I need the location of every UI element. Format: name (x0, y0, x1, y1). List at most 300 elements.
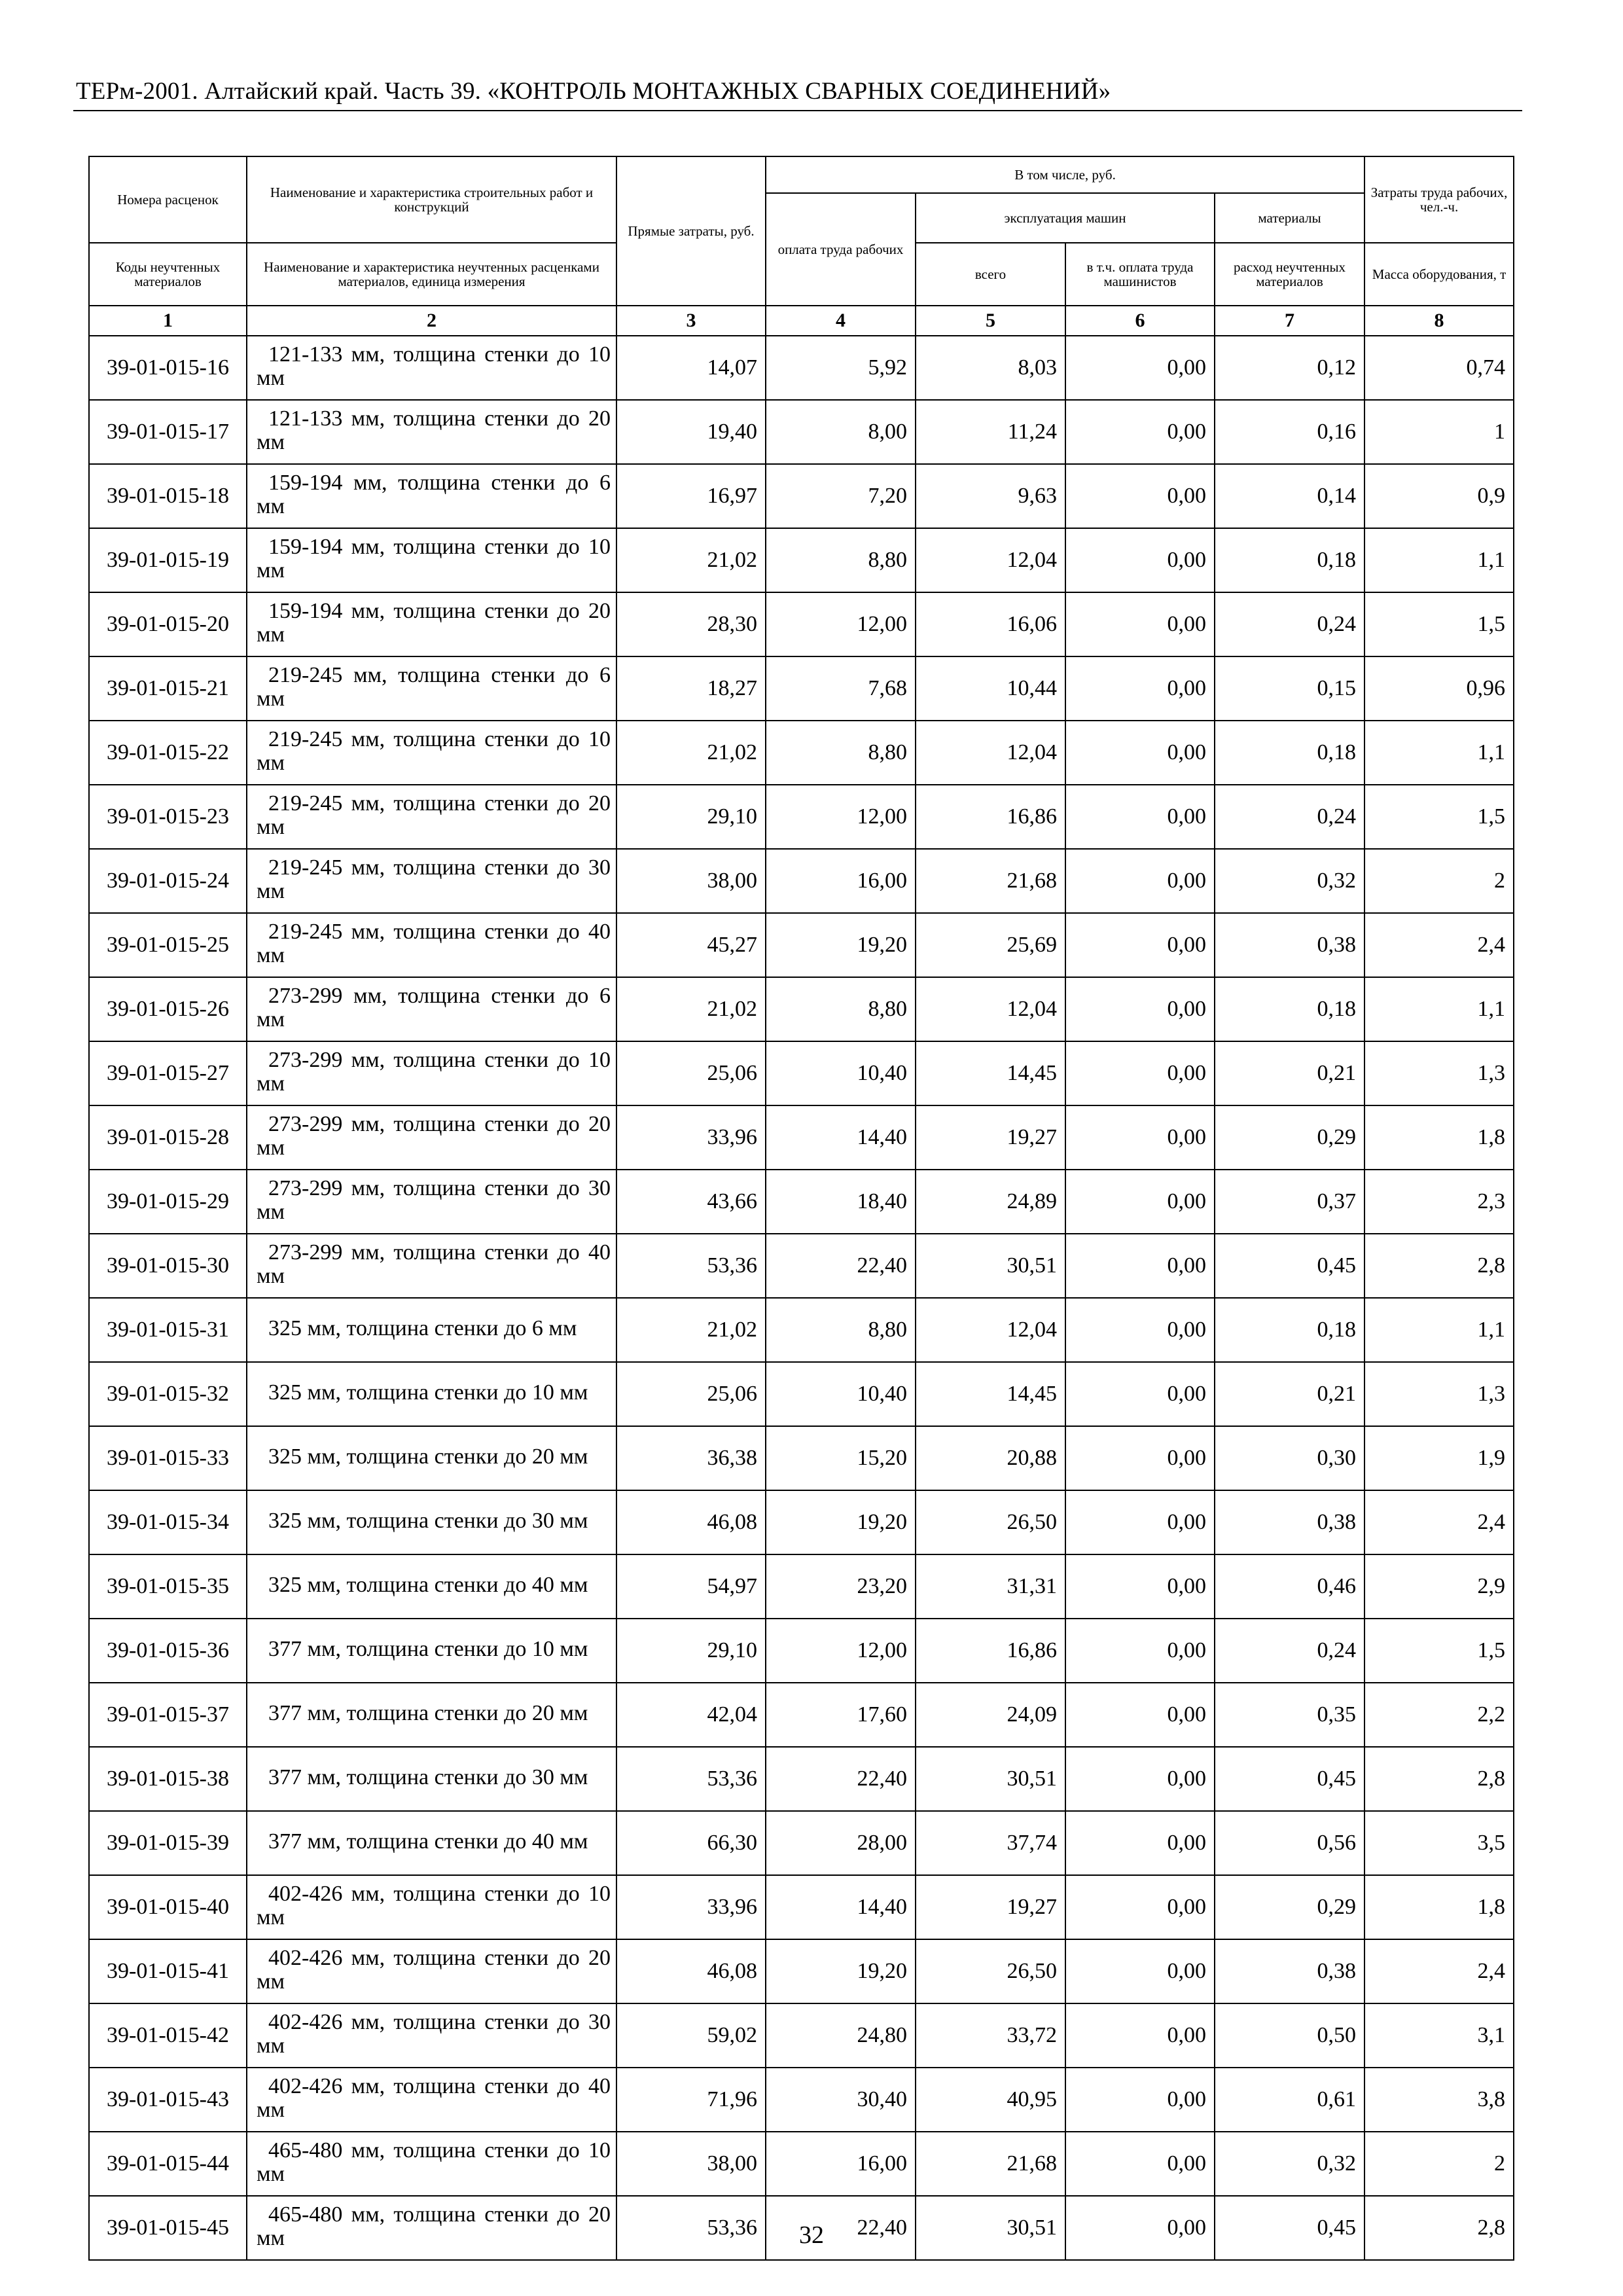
worker-pay-cell: 16,00 (766, 849, 916, 913)
machine-total-cell: 20,88 (916, 1426, 1065, 1490)
work-name-text: 273-299 мм, толщина стенки до 10 мм (257, 1048, 611, 1096)
rate-code-cell: 39-01-015-35 (89, 1554, 247, 1619)
labor-costs-cell: 0,96 (1364, 656, 1514, 721)
rate-code-cell: 39-01-015-42 (89, 2003, 247, 2068)
work-name-text: 159-194 мм, толщина стенки до 6 мм (257, 471, 611, 518)
materials-cell: 0,24 (1215, 592, 1364, 656)
table-row (89, 1041, 1514, 1105)
work-name-text: 121-133 мм, толщина стенки до 20 мм (257, 406, 611, 454)
machinist-pay-cell: 0,00 (1065, 785, 1215, 849)
labor-costs-cell: 1,5 (1364, 785, 1514, 849)
direct-costs-cell: 14,07 (616, 336, 766, 400)
rate-code-cell: 39-01-015-30 (89, 1234, 247, 1298)
table-header (89, 156, 1514, 336)
direct-costs-cell: 25,06 (616, 1041, 766, 1105)
table-row (89, 1554, 1514, 1619)
direct-costs-cell: 25,06 (616, 1362, 766, 1426)
worker-pay-cell: 17,60 (766, 1683, 916, 1747)
header-direct-costs: Прямые затраты, руб. (616, 156, 766, 306)
header-machine-operation: эксплуатация машин (916, 193, 1215, 243)
direct-costs-cell: 29,10 (616, 1619, 766, 1683)
direct-costs-cell: 38,00 (616, 849, 766, 913)
work-name-text: 121-133 мм, толщина стенки до 10 мм (257, 342, 611, 390)
header-unaccounted-materials: расход неучтенных материалов (1215, 243, 1364, 306)
work-name-text: 465-480 мм, толщина стенки до 10 мм (257, 2138, 611, 2186)
work-name-text: 219-245 мм, толщина стенки до 40 мм (257, 920, 611, 967)
machinist-pay-cell: 0,00 (1065, 1298, 1215, 1362)
rate-code-cell: 39-01-015-18 (89, 464, 247, 528)
machinist-pay-cell: 0,00 (1065, 656, 1215, 721)
machine-total-cell: 25,69 (916, 913, 1065, 977)
table-row (89, 2003, 1514, 2068)
table-row (89, 1490, 1514, 1554)
machine-total-cell: 16,86 (916, 785, 1065, 849)
work-name-cell (247, 1619, 616, 1683)
header-machinist-pay: в т.ч. оплата труда машинистов (1065, 243, 1215, 306)
labor-costs-cell: 1,8 (1364, 1105, 1514, 1170)
materials-cell: 0,18 (1215, 528, 1364, 592)
rate-code-cell: 39-01-015-28 (89, 1105, 247, 1170)
table-row (89, 977, 1514, 1041)
rate-code-cell: 39-01-015-37 (89, 1683, 247, 1747)
labor-costs-cell: 1,1 (1364, 721, 1514, 785)
machine-total-cell: 37,74 (916, 1811, 1065, 1875)
work-name-cell (247, 2003, 616, 2068)
work-name-text: 325 мм, толщина стенки до 40 мм (268, 1573, 588, 1597)
machinist-pay-cell: 0,00 (1065, 2003, 1215, 2068)
header-labor-costs: Затраты труда рабочих, чел.-ч. (1364, 156, 1514, 243)
direct-costs-cell: 45,27 (616, 913, 766, 977)
materials-cell: 0,56 (1215, 1811, 1364, 1875)
work-name-cell (247, 913, 616, 977)
machinist-pay-cell: 0,00 (1065, 1619, 1215, 1683)
col-number: 7 (1215, 306, 1364, 336)
table-body (89, 336, 1514, 2260)
work-name-text: 273-299 мм, толщина стенки до 40 мм (257, 1240, 611, 1288)
worker-pay-cell: 28,00 (766, 1811, 916, 1875)
labor-costs-cell: 2,2 (1364, 1683, 1514, 1747)
work-name-text: 325 мм, толщина стенки до 20 мм (268, 1444, 588, 1469)
machine-total-cell: 24,09 (916, 1683, 1065, 1747)
page-header (73, 72, 1522, 111)
labor-costs-cell: 1,1 (1364, 977, 1514, 1041)
work-name-text: 377 мм, толщина стенки до 40 мм (268, 1829, 588, 1854)
col-number: 1 (89, 306, 247, 336)
worker-pay-cell: 30,40 (766, 2068, 916, 2132)
rate-code-cell: 39-01-015-34 (89, 1490, 247, 1554)
rate-code-cell: 39-01-015-16 (89, 336, 247, 400)
header-equipment-mass: Масса оборудования, т (1364, 243, 1514, 306)
machine-total-cell: 30,51 (916, 2196, 1065, 2260)
rate-code-cell: 39-01-015-22 (89, 721, 247, 785)
worker-pay-cell: 10,40 (766, 1362, 916, 1426)
labor-costs-cell: 2,3 (1364, 1170, 1514, 1234)
direct-costs-cell: 21,02 (616, 977, 766, 1041)
materials-cell: 0,29 (1215, 1875, 1364, 1939)
rate-code-cell: 39-01-015-38 (89, 1747, 247, 1811)
table-row (89, 2132, 1514, 2196)
col-number: 8 (1364, 306, 1514, 336)
labor-costs-cell: 2,9 (1364, 1554, 1514, 1619)
worker-pay-cell: 14,40 (766, 1875, 916, 1939)
header-material-names: Наименование и характеристика неучтенных расценками материалов, единица измерения (247, 243, 616, 306)
machine-total-cell: 10,44 (916, 656, 1065, 721)
materials-cell: 0,37 (1215, 1170, 1364, 1234)
materials-cell: 0,24 (1215, 1619, 1364, 1683)
machine-total-cell: 11,24 (916, 400, 1065, 464)
col-number: 3 (616, 306, 766, 336)
materials-cell: 0,38 (1215, 1939, 1364, 2003)
worker-pay-cell: 24,80 (766, 2003, 916, 2068)
rate-code-cell: 39-01-015-21 (89, 656, 247, 721)
machine-total-cell: 24,89 (916, 1170, 1065, 1234)
work-name-cell (247, 400, 616, 464)
labor-costs-cell: 1,8 (1364, 1875, 1514, 1939)
header-total: всего (916, 243, 1065, 306)
worker-pay-cell: 7,20 (766, 464, 916, 528)
work-name-cell (247, 1426, 616, 1490)
work-name-text: 402-426 мм, толщина стенки до 10 мм (257, 1882, 611, 1929)
labor-costs-cell: 2 (1364, 849, 1514, 913)
header-materials: материалы (1215, 193, 1364, 243)
machinist-pay-cell: 0,00 (1065, 849, 1215, 913)
machine-total-cell: 30,51 (916, 1234, 1065, 1298)
table-row (89, 2068, 1514, 2132)
work-name-cell (247, 721, 616, 785)
machinist-pay-cell: 0,00 (1065, 592, 1215, 656)
materials-cell: 0,50 (1215, 2003, 1364, 2068)
work-name-text: 402-426 мм, толщина стенки до 30 мм (257, 2010, 611, 2058)
materials-cell: 0,46 (1215, 1554, 1364, 1619)
labor-costs-cell: 2,4 (1364, 1939, 1514, 2003)
direct-costs-cell: 59,02 (616, 2003, 766, 2068)
rate-code-cell: 39-01-015-44 (89, 2132, 247, 2196)
table-row (89, 1234, 1514, 1298)
work-name-cell (247, 1298, 616, 1362)
machine-total-cell: 26,50 (916, 1939, 1065, 2003)
work-name-cell (247, 1683, 616, 1747)
work-name-cell (247, 1105, 616, 1170)
work-name-cell (247, 2068, 616, 2132)
rate-code-cell: 39-01-015-27 (89, 1041, 247, 1105)
header-including: В том числе, руб. (766, 156, 1364, 193)
machine-total-cell: 19,27 (916, 1105, 1065, 1170)
header-work-name: Наименование и характеристика строительных работ и конструкций (247, 156, 616, 243)
materials-cell: 0,24 (1215, 785, 1364, 849)
rate-code-cell: 39-01-015-25 (89, 913, 247, 977)
materials-cell: 0,38 (1215, 913, 1364, 977)
worker-pay-cell: 14,40 (766, 1105, 916, 1170)
table-row (89, 1362, 1514, 1426)
direct-costs-cell: 71,96 (616, 2068, 766, 2132)
worker-pay-cell: 16,00 (766, 2132, 916, 2196)
worker-pay-cell: 22,40 (766, 2196, 916, 2260)
work-name-cell (247, 785, 616, 849)
machine-total-cell: 14,45 (916, 1362, 1065, 1426)
work-name-cell (247, 2132, 616, 2196)
direct-costs-cell: 53,36 (616, 2196, 766, 2260)
machine-total-cell: 31,31 (916, 1554, 1065, 1619)
work-name-cell (247, 1875, 616, 1939)
col-number: 4 (766, 306, 916, 336)
worker-pay-cell: 10,40 (766, 1041, 916, 1105)
machinist-pay-cell: 0,00 (1065, 1747, 1215, 1811)
labor-costs-cell: 1,5 (1364, 592, 1514, 656)
rate-code-cell: 39-01-015-33 (89, 1426, 247, 1490)
work-name-text: 273-299 мм, толщина стенки до 6 мм (257, 984, 611, 1031)
materials-cell: 0,45 (1215, 1234, 1364, 1298)
table-row (89, 528, 1514, 592)
work-name-text: 273-299 мм, толщина стенки до 20 мм (257, 1112, 611, 1160)
work-name-cell (247, 1747, 616, 1811)
work-name-cell (247, 528, 616, 592)
direct-costs-cell: 43,66 (616, 1170, 766, 1234)
work-name-cell (247, 849, 616, 913)
work-name-text: 219-245 мм, толщина стенки до 30 мм (257, 855, 611, 903)
machine-total-cell: 12,04 (916, 721, 1065, 785)
table-row (89, 1170, 1514, 1234)
machine-total-cell: 21,68 (916, 2132, 1065, 2196)
machinist-pay-cell: 0,00 (1065, 1490, 1215, 1554)
direct-costs-cell: 66,30 (616, 1811, 766, 1875)
worker-pay-cell: 12,00 (766, 785, 916, 849)
direct-costs-cell: 46,08 (616, 1490, 766, 1554)
worker-pay-cell: 12,00 (766, 1619, 916, 1683)
machinist-pay-cell: 0,00 (1065, 913, 1215, 977)
materials-cell: 0,15 (1215, 656, 1364, 721)
machinist-pay-cell: 0,00 (1065, 1362, 1215, 1426)
direct-costs-cell: 53,36 (616, 1747, 766, 1811)
work-name-cell (247, 1234, 616, 1298)
machine-total-cell: 21,68 (916, 849, 1065, 913)
direct-costs-cell: 42,04 (616, 1683, 766, 1747)
machine-total-cell: 12,04 (916, 977, 1065, 1041)
materials-cell: 0,32 (1215, 849, 1364, 913)
table-row (89, 1875, 1514, 1939)
work-name-text: 325 мм, толщина стенки до 10 мм (268, 1380, 588, 1405)
rate-code-cell: 39-01-015-17 (89, 400, 247, 464)
worker-pay-cell: 19,20 (766, 1939, 916, 2003)
work-name-text: 325 мм, толщина стенки до 6 мм (268, 1316, 577, 1340)
machinist-pay-cell: 0,00 (1065, 1811, 1215, 1875)
worker-pay-cell: 15,20 (766, 1426, 916, 1490)
table-row (89, 1426, 1514, 1490)
table-row (89, 1619, 1514, 1683)
materials-cell: 0,45 (1215, 2196, 1364, 2260)
labor-costs-cell: 1,9 (1364, 1426, 1514, 1490)
materials-cell: 0,18 (1215, 1298, 1364, 1362)
machinist-pay-cell: 0,00 (1065, 1041, 1215, 1105)
materials-cell: 0,21 (1215, 1041, 1364, 1105)
work-name-text: 159-194 мм, толщина стенки до 10 мм (257, 535, 611, 583)
worker-pay-cell: 19,20 (766, 913, 916, 977)
labor-costs-cell: 0,9 (1364, 464, 1514, 528)
col-number: 2 (247, 306, 616, 336)
machine-total-cell: 9,63 (916, 464, 1065, 528)
materials-cell: 0,21 (1215, 1362, 1364, 1426)
machine-total-cell: 33,72 (916, 2003, 1065, 2068)
machinist-pay-cell: 0,00 (1065, 1939, 1215, 2003)
machine-total-cell: 8,03 (916, 336, 1065, 400)
machine-total-cell: 14,45 (916, 1041, 1065, 1105)
table-row (89, 1939, 1514, 2003)
rate-code-cell: 39-01-015-23 (89, 785, 247, 849)
rate-code-cell: 39-01-015-31 (89, 1298, 247, 1362)
machinist-pay-cell: 0,00 (1065, 1234, 1215, 1298)
labor-costs-cell: 2,8 (1364, 2196, 1514, 2260)
machinist-pay-cell: 0,00 (1065, 1105, 1215, 1170)
work-name-text: 219-245 мм, толщина стенки до 10 мм (257, 727, 611, 775)
rate-code-cell: 39-01-015-24 (89, 849, 247, 913)
materials-cell: 0,35 (1215, 1683, 1364, 1747)
labor-costs-cell: 2,8 (1364, 1747, 1514, 1811)
materials-cell: 0,14 (1215, 464, 1364, 528)
direct-costs-cell: 38,00 (616, 2132, 766, 2196)
machinist-pay-cell: 0,00 (1065, 400, 1215, 464)
work-name-cell (247, 1554, 616, 1619)
machinist-pay-cell: 0,00 (1065, 1683, 1215, 1747)
labor-costs-cell: 0,74 (1364, 336, 1514, 400)
header-material-codes: Коды неучтенных материалов (89, 243, 247, 306)
rates-table (88, 156, 1514, 2261)
work-name-cell (247, 592, 616, 656)
document-title: ТЕРм-2001. Алтайский край. Часть 39. «КОНТРОЛЬ МОНТАЖНЫХ СВАРНЫХ СОЕДИНЕНИЙ» (76, 78, 1111, 105)
labor-costs-cell: 3,8 (1364, 2068, 1514, 2132)
machine-total-cell: 16,06 (916, 592, 1065, 656)
rate-code-cell: 39-01-015-19 (89, 528, 247, 592)
worker-pay-cell: 5,92 (766, 336, 916, 400)
work-name-cell (247, 977, 616, 1041)
worker-pay-cell: 7,68 (766, 656, 916, 721)
rate-code-cell: 39-01-015-41 (89, 1939, 247, 2003)
labor-costs-cell: 2,4 (1364, 913, 1514, 977)
worker-pay-cell: 8,80 (766, 528, 916, 592)
direct-costs-cell: 21,02 (616, 1298, 766, 1362)
direct-costs-cell: 16,97 (616, 464, 766, 528)
work-name-cell (247, 1362, 616, 1426)
direct-costs-cell: 46,08 (616, 1939, 766, 2003)
labor-costs-cell: 3,5 (1364, 1811, 1514, 1875)
table-row (89, 721, 1514, 785)
materials-cell: 0,29 (1215, 1105, 1364, 1170)
table-row (89, 656, 1514, 721)
direct-costs-cell: 29,10 (616, 785, 766, 849)
materials-cell: 0,18 (1215, 977, 1364, 1041)
machinist-pay-cell: 0,00 (1065, 1875, 1215, 1939)
labor-costs-cell: 3,1 (1364, 2003, 1514, 2068)
work-name-cell (247, 1811, 616, 1875)
work-name-cell (247, 1041, 616, 1105)
direct-costs-cell: 18,27 (616, 656, 766, 721)
rate-code-cell: 39-01-015-20 (89, 592, 247, 656)
table-row (89, 785, 1514, 849)
work-name-text: 325 мм, толщина стенки до 30 мм (268, 1509, 588, 1533)
worker-pay-cell: 23,20 (766, 1554, 916, 1619)
table-row (89, 464, 1514, 528)
labor-costs-cell: 1,1 (1364, 1298, 1514, 1362)
worker-pay-cell: 8,80 (766, 721, 916, 785)
rate-code-cell: 39-01-015-39 (89, 1811, 247, 1875)
labor-costs-cell: 2,4 (1364, 1490, 1514, 1554)
rate-code-cell: 39-01-015-45 (89, 2196, 247, 2260)
labor-costs-cell: 1 (1364, 400, 1514, 464)
direct-costs-cell: 33,96 (616, 1875, 766, 1939)
work-name-text: 377 мм, толщина стенки до 30 мм (268, 1765, 588, 1789)
machinist-pay-cell: 0,00 (1065, 528, 1215, 592)
worker-pay-cell: 8,80 (766, 977, 916, 1041)
table-row (89, 400, 1514, 464)
header-worker-pay: оплата труда рабочих (766, 193, 916, 306)
machinist-pay-cell: 0,00 (1065, 464, 1215, 528)
machinist-pay-cell: 0,00 (1065, 2068, 1215, 2132)
work-name-text: 377 мм, толщина стенки до 20 мм (268, 1701, 588, 1725)
materials-cell: 0,16 (1215, 400, 1364, 464)
labor-costs-cell: 2 (1364, 2132, 1514, 2196)
worker-pay-cell: 19,20 (766, 1490, 916, 1554)
rate-code-cell: 39-01-015-40 (89, 1875, 247, 1939)
direct-costs-cell: 21,02 (616, 721, 766, 785)
machine-total-cell: 26,50 (916, 1490, 1065, 1554)
rate-code-cell: 39-01-015-29 (89, 1170, 247, 1234)
machinist-pay-cell: 0,00 (1065, 977, 1215, 1041)
work-name-cell (247, 1170, 616, 1234)
materials-cell: 0,32 (1215, 2132, 1364, 2196)
work-name-text: 273-299 мм, толщина стенки до 30 мм (257, 1176, 611, 1224)
direct-costs-cell: 36,38 (616, 1426, 766, 1490)
rate-code-cell: 39-01-015-36 (89, 1619, 247, 1683)
machine-total-cell: 30,51 (916, 1747, 1065, 1811)
table-row (89, 592, 1514, 656)
table-row (89, 336, 1514, 400)
machine-total-cell: 12,04 (916, 528, 1065, 592)
work-name-cell (247, 1490, 616, 1554)
work-name-text: 465-480 мм, толщина стенки до 20 мм (257, 2202, 611, 2250)
machinist-pay-cell: 0,00 (1065, 2132, 1215, 2196)
materials-cell: 0,12 (1215, 336, 1364, 400)
labor-costs-cell: 1,3 (1364, 1362, 1514, 1426)
worker-pay-cell: 18,40 (766, 1170, 916, 1234)
work-name-cell (247, 336, 616, 400)
col-number: 6 (1065, 306, 1215, 336)
machinist-pay-cell: 0,00 (1065, 1426, 1215, 1490)
table-row (89, 1747, 1514, 1811)
machinist-pay-cell: 0,00 (1065, 1554, 1215, 1619)
machine-total-cell: 12,04 (916, 1298, 1065, 1362)
table-row (89, 1298, 1514, 1362)
rate-code-cell: 39-01-015-26 (89, 977, 247, 1041)
machinist-pay-cell: 0,00 (1065, 336, 1215, 400)
materials-cell: 0,18 (1215, 721, 1364, 785)
labor-costs-cell: 2,8 (1364, 1234, 1514, 1298)
materials-cell: 0,61 (1215, 2068, 1364, 2132)
table-row (89, 913, 1514, 977)
direct-costs-cell: 21,02 (616, 528, 766, 592)
table-row (89, 849, 1514, 913)
direct-costs-cell: 33,96 (616, 1105, 766, 1170)
work-name-text: 219-245 мм, толщина стенки до 20 мм (257, 791, 611, 839)
work-name-cell (247, 1939, 616, 2003)
labor-costs-cell: 1,1 (1364, 528, 1514, 592)
materials-cell: 0,30 (1215, 1426, 1364, 1490)
materials-cell: 0,45 (1215, 1747, 1364, 1811)
work-name-cell (247, 656, 616, 721)
worker-pay-cell: 8,80 (766, 1298, 916, 1362)
worker-pay-cell: 8,00 (766, 400, 916, 464)
materials-cell: 0,38 (1215, 1490, 1364, 1554)
labor-costs-cell: 1,5 (1364, 1619, 1514, 1683)
direct-costs-cell: 19,40 (616, 400, 766, 464)
direct-costs-cell: 53,36 (616, 1234, 766, 1298)
